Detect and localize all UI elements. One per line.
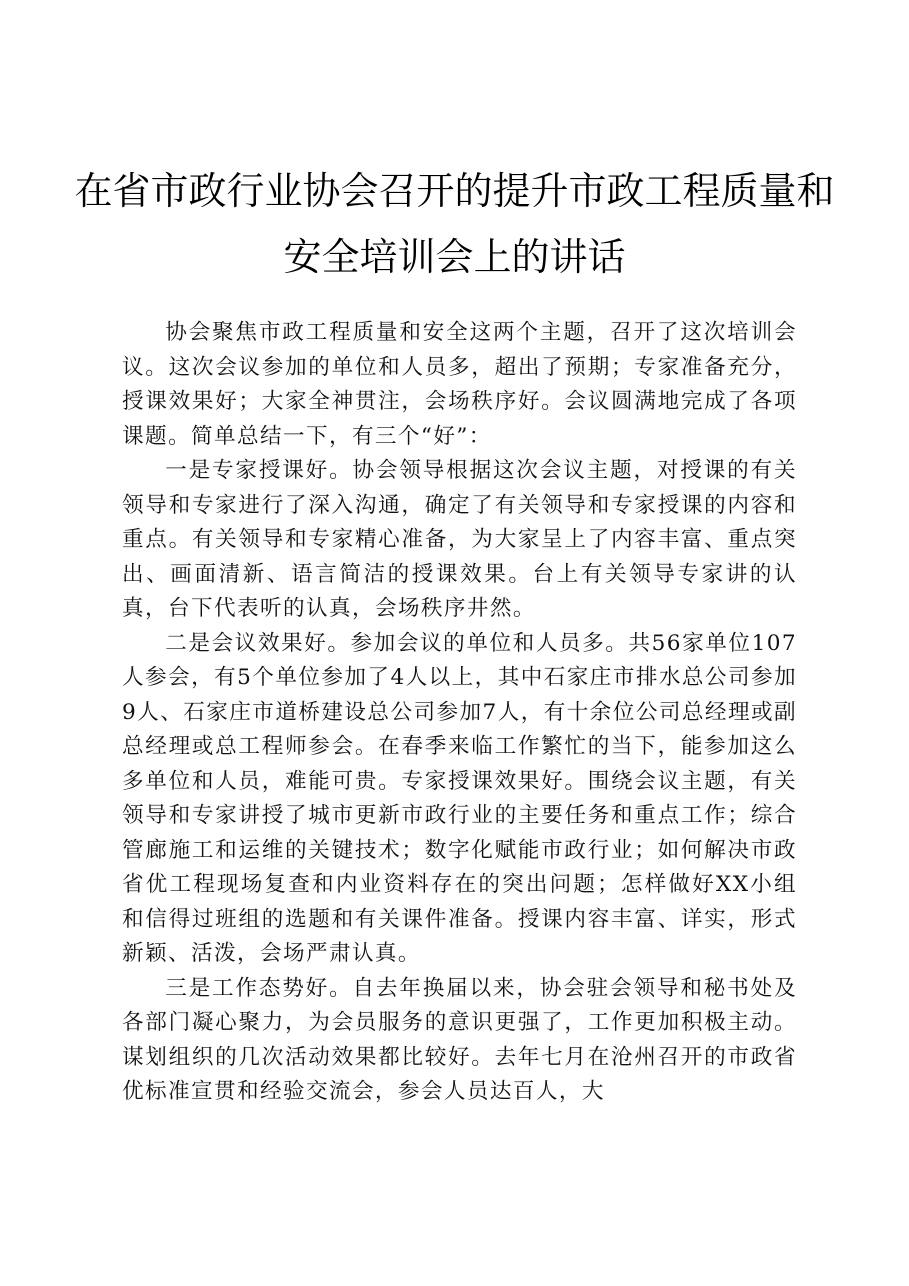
paragraph-meeting-effect: 二是会议效果好。参加会议的单位和人员多。共56家单位107人参会，有5个单位参加了4人以上，其中石家庄市排水总公司参加9人、石家庄市道桥建设总公司参加7人，有十余位公司总经理或副总经理或总工程师参会。在春季来临工作繁忙的当下，能参加这么多单位和人员，难能可贵。专家授课效果好。围绕会议主题，有关领导和专家讲授了城市更新市政行业的主要任务和重点工作；综合管廊施工和运维的关键技术；数字化赋能市政行业；如何解决市政省优工程现场复查和内业资料存在的突出问题；怎样做好XX小组和信得过班组的选题和有关课件准备。授课内容丰富、详实，形式新颖、活泼，会场严肃认真。 xyxy=(122,630,797,966)
title-line-1: 在省市政行业协会召开的提升市政工程质量和 xyxy=(74,169,835,213)
paragraph-work-momentum: 三是工作态势好。自去年换届以来，协会驻会领导和秘书处及各部门凝心聚力，为会员服务的意识更强了，工作更加积极主动。谋划组织的几次活动效果都比较好。去年七月在沧州召开的市政省优标准宣贯和经验交流会，参会人员达百人，大 xyxy=(122,975,797,1104)
paragraph-expert-lectures: 一是专家授课好。协会领导根据这次会议主题，对授课的有关领导和专家进行了深入沟通，确定了有关领导和专家授课的内容和重点。有关领导和专家精心准备，为大家呈上了内容丰富、重点突出、画面清新、语言简洁的授课效果。台上有关领导专家讲的认真，台下代表听的认真，会场秩序井然。 xyxy=(122,458,797,621)
title-line-2: 安全培训会上的讲话 xyxy=(283,235,626,279)
document-title xyxy=(60,158,849,290)
document-body xyxy=(122,316,797,1110)
paragraph-intro: 协会聚焦市政工程质量和安全这两个主题，召开了这次培训会议。这次会议参加的单位和人员多，超出了预期；专家准备充分，授课效果好；大家全神贯注，会场秩序好。会议圆满地完成了各项课题。简单总结一下，有三个“好”： xyxy=(122,320,797,449)
